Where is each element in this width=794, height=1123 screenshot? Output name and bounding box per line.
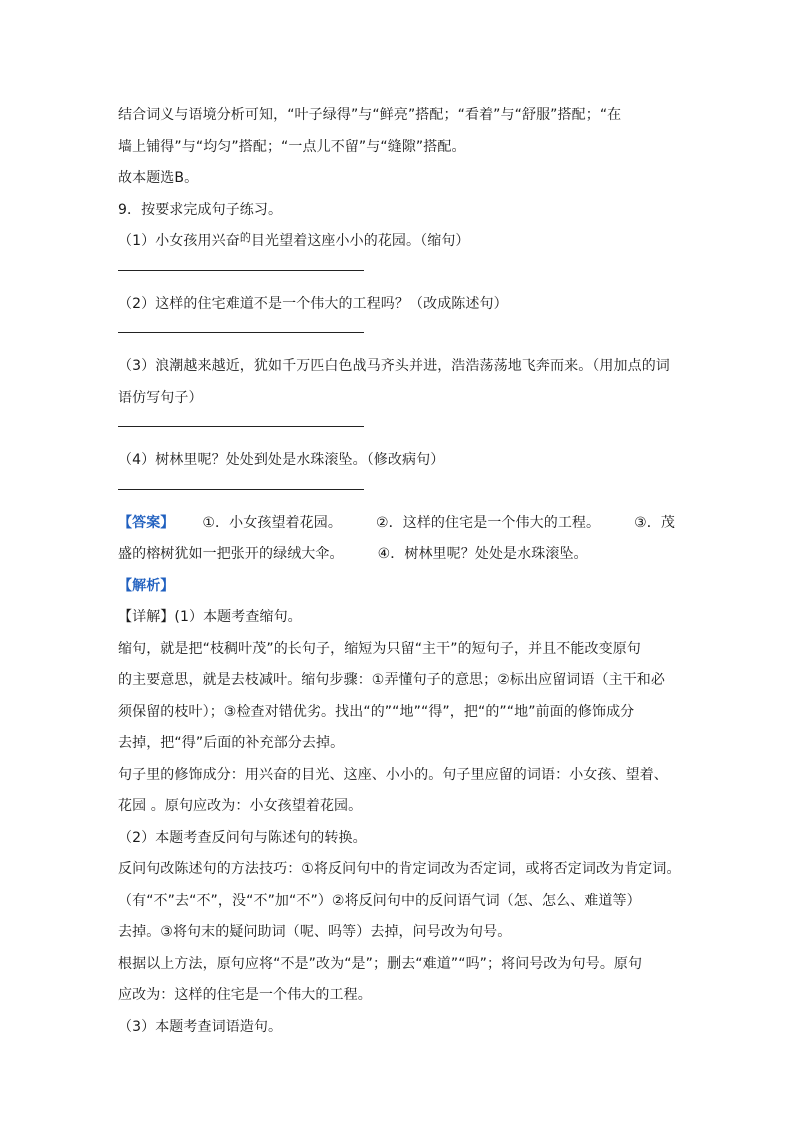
analysis-line: 的主要意思，就是去枝减叶。缩句步骤：①弄懂句子的意思；②标出应留词语（主干和必 [118,672,665,688]
analysis-line: 反问句改陈述句的方法技巧：①将反问句中的肯定词改为否定词，或将否定词改为肯定词。 [118,861,681,877]
analysis-line: 根据以上方法，原句应将“不是”改为“是”；删去“难道”“吗”；将问号改为句号。原句 [118,955,643,972]
text-line: 墙上铺得”与“均匀”搭配；“一点儿不留”与“缝隙”搭配。 [118,138,466,155]
analysis-line: 去掉。③将句末的疑问助词（呢、吗等）去掉，问号改为句号。 [118,924,512,940]
answer-3-start: ③．茂 [634,514,675,531]
analysis-line: （2）本题考查反问句与陈述句的转换。 [118,829,367,846]
answer-blank-line [118,426,364,427]
analysis-line: 【详解】(1）本题考查缩句。 [118,609,302,625]
analysis-line: 句子里的修饰成分：用兴奋的目光、这座、小小的。句子里应留的词语：小女孩、望着、 [118,766,668,783]
document-page [118,100,681,1043]
answer-blank-line [118,489,364,490]
question-2: （2）这样的住宅难道不是一个伟大的工程吗？（改成陈述句） [118,295,508,312]
question-1 [118,226,678,258]
question-1-part-b: 目光望着这座小小的花园。（缩句） [250,233,470,249]
answer-label: 【答案】 [118,514,175,531]
question-1-part-a: （1）小女孩用兴奋 [118,233,240,249]
answer-2: ②．这样的住宅是一个伟大的工程。 [375,514,601,531]
question-title: 9．按要求完成句子练习。 [118,201,283,218]
question-4: （4）树林里呢？处处到处是水珠滚坠。（修改病句） [118,452,445,468]
question-1-dotted-word: 的 [239,231,251,244]
analysis-line: 去掉，把“得”后面的补充部分去掉。 [118,735,345,751]
answer-4: ④．树林里呢？处处是水珠滚坠。 [377,546,588,562]
analysis-line: （3）本题考查词语造句。 [118,1018,283,1035]
question-3-cont: 语仿写句子） [118,389,203,406]
analysis-line: 应改为：这样的住宅是一个伟大的工程。 [118,987,372,1003]
answer-line [118,508,678,540]
analysis-line: 须保留的枝叶）；③检查对错优劣。找出“的”“地”“得”，把“的”“地”前面的修饰成分 [118,703,635,720]
analysis-line: （有“不”去“不”，没“不”加“不”）②将反问句中的反问语气词（怎、怎么、难道等） [118,892,641,909]
analysis-label: 【解析】 [118,577,175,594]
text-line: 结合词义与语境分析可知，“叶子绿得”与“鲜亮”搭配；“看着”与“舒服”搭配；“在 [118,107,622,123]
answer-blank-line [118,270,364,271]
analysis-line: 花园 。原句应改为：小女孩望着花园。 [118,798,363,814]
answer-3-end: 盛的榕树犹如一把张开的绿绒大伞。 [118,546,344,562]
answer-1: ①．小女孩望着花园。 [202,514,342,531]
analysis-line: 缩句，就是把“枝稠叶茂”的长句子，缩短为只留“主干”的短句子，并且不能改变原句 [118,640,641,657]
answer-line-cont [118,539,678,571]
question-3: （3）浪潮越来越近，犹如千万匹白色战马齐头并进，浩浩荡荡地飞奔而来。（用加点的词 [118,358,670,374]
answer-blank-line [118,332,364,333]
text-line: 故本题选B。 [118,170,199,186]
